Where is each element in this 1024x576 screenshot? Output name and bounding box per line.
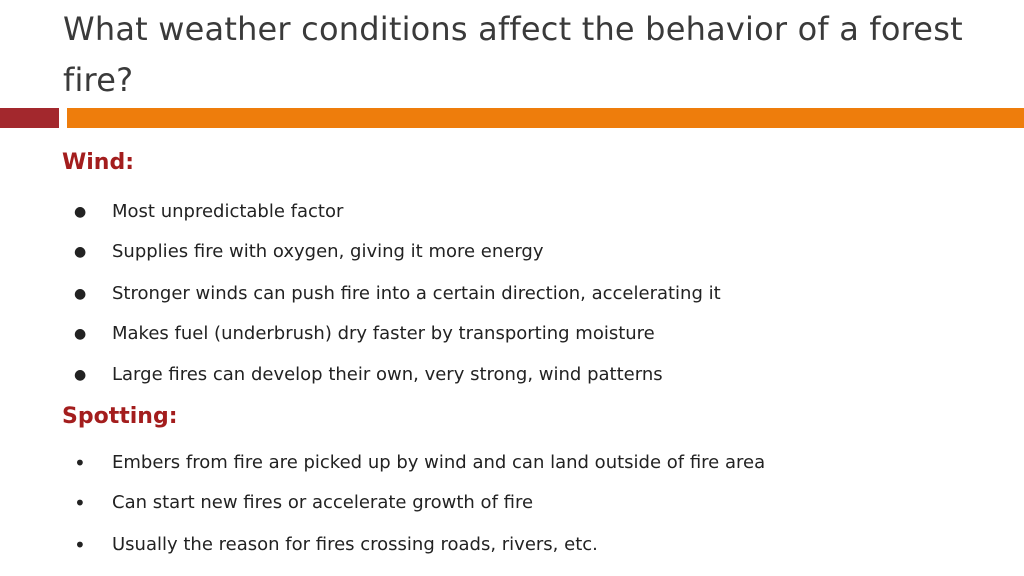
list-item-text: Large fires can develop their own, very strong, wind patterns	[112, 364, 663, 385]
section-heading-wind: Wind:	[62, 150, 135, 175]
accent-bar-right	[67, 108, 1024, 128]
accent-bar-left	[0, 108, 59, 128]
list-item-text: Supplies fire with oxygen, giving it more energy	[112, 241, 544, 262]
list-item	[74, 200, 343, 224]
list-item-text: Makes fuel (underbrush) dry faster by transporting moisture	[112, 323, 655, 344]
list-item-text: Most unpredictable factor	[112, 201, 344, 222]
bullet-icon: •	[74, 491, 86, 515]
bullet-icon: ●	[74, 367, 87, 383]
list-item-text: Stronger winds can push fire into a certain direction, accelerating it	[112, 283, 721, 304]
list-item-text: Usually the reason for fires crossing roads, rivers, etc.	[112, 534, 598, 555]
list-item	[74, 451, 765, 475]
list-item	[74, 363, 663, 387]
list-item-text: Embers from fire are picked up by wind and can land outside of fire area	[112, 452, 766, 473]
slide-title: What weather conditions affect the behavior of a forest fire?	[63, 10, 963, 99]
list-item	[74, 533, 598, 557]
list-item-text: Can start new fires or accelerate growth of fire	[112, 492, 534, 513]
list-item	[74, 240, 544, 264]
bullet-icon: ●	[74, 286, 87, 302]
list-item	[74, 282, 721, 306]
list-item	[74, 491, 533, 515]
bullet-icon: ●	[74, 326, 87, 342]
section-heading-spotting: Spotting:	[62, 404, 178, 429]
list-item	[74, 322, 655, 346]
bullet-icon: ●	[74, 204, 87, 220]
bullet-icon: •	[74, 533, 86, 557]
bullet-icon: ●	[74, 244, 87, 260]
bullet-icon: •	[74, 451, 86, 475]
